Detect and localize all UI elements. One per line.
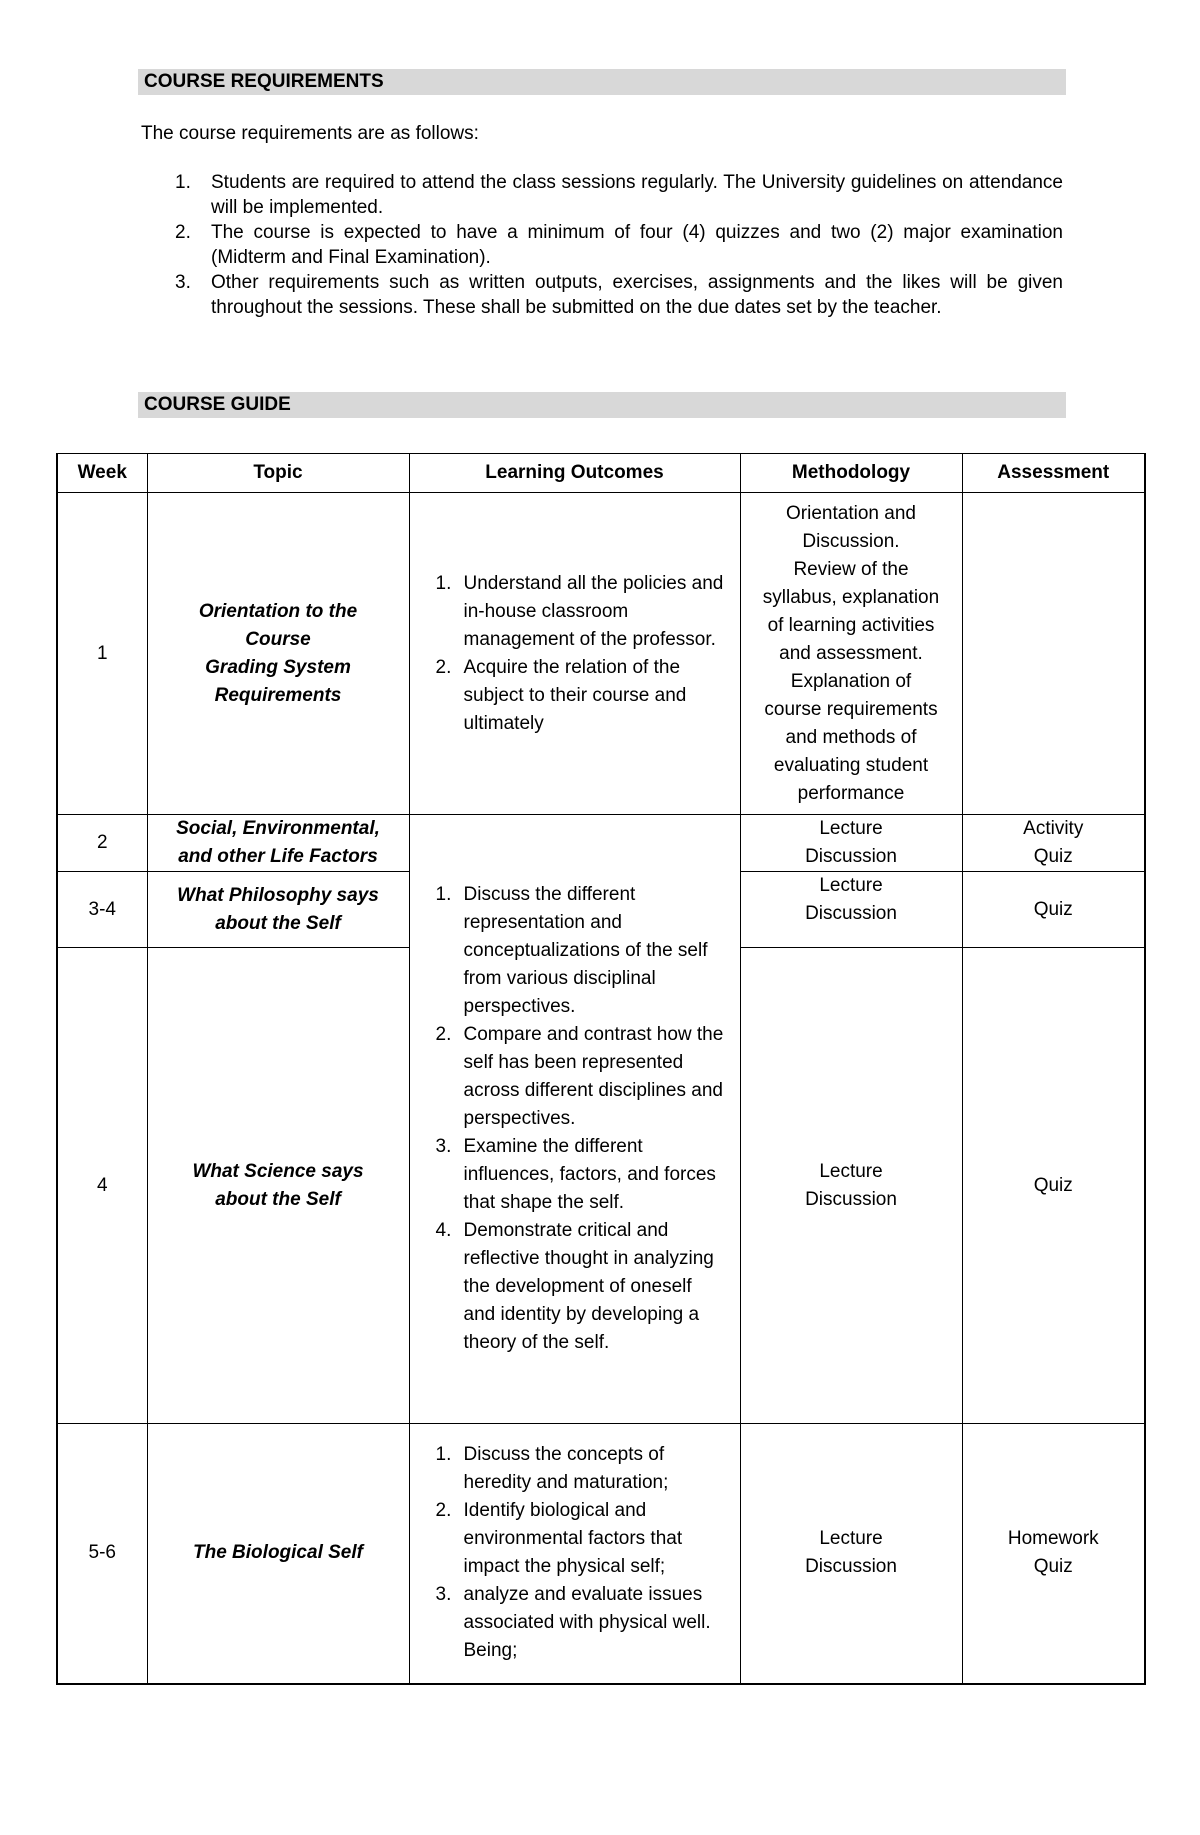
requirements-intro: The course requirements are as follows: — [141, 123, 479, 144]
methodology-line: of learning activities — [767, 614, 935, 636]
requirements-list — [141, 170, 1063, 320]
outcomes-cell — [409, 815, 740, 1424]
assessment-line: Quiz — [1033, 1174, 1073, 1196]
outcome-item — [436, 1021, 728, 1133]
topic-cell — [147, 493, 409, 815]
methodology-line: Lecture — [819, 1160, 883, 1182]
assessment-cell — [962, 493, 1145, 815]
methodology-line: Lecture — [819, 1528, 883, 1550]
methodology-line: and methods of — [785, 726, 917, 748]
outcome-text: Identify biological and environmental factors that impact the physical self; — [463, 1500, 683, 1578]
topic-line: Grading System — [205, 656, 351, 678]
topic-cell — [147, 815, 409, 872]
outcome-text: Demonstrate critical and reflective thought in analyzing the development of oneself and identity by developing a theory of the self. — [463, 1220, 714, 1353]
outcomes-list — [436, 881, 728, 1357]
table-row — [57, 493, 1145, 815]
methodology-cell — [740, 1424, 962, 1684]
course-guide-heading: COURSE GUIDE — [138, 392, 1066, 418]
methodology-line: Discussion — [805, 846, 897, 867]
methodology-line: Explanation of — [790, 670, 912, 692]
methodology-cell — [740, 948, 962, 1424]
outcome-text: analyze and evaluate issues associated with physical well. Being; — [463, 1584, 711, 1662]
header-topic: Topic — [147, 454, 409, 493]
requirement-text: The course is expected to have a minimum of four (4) quizzes and two (2) major examination (Midterm and Final Examination). — [211, 222, 1063, 268]
outcome-number: 4. — [435, 1220, 452, 1241]
assessment-line: Homework — [1007, 1528, 1099, 1550]
requirement-item — [141, 170, 1063, 220]
requirement-text: Other requirements such as written outputs, exercises, assignments and the likes will be given throughout the sessions. These shall be submitted on the due dates set by the teacher. — [211, 272, 1063, 318]
requirement-text: Students are required to attend the class sessions regularly. The University guidelines on attendance will be implemented. — [211, 172, 1063, 218]
outcome-text: Examine the different influences, factors, and forces that shape the self. — [463, 1136, 716, 1213]
week-cell: 1 — [57, 493, 147, 815]
week-cell: 5-6 — [57, 1424, 147, 1684]
outcome-number: 1. — [435, 884, 452, 905]
outcome-text: Acquire the relation of the subject to their course and ultimately — [463, 656, 687, 734]
topic-line: What Philosophy says — [177, 884, 379, 906]
methodology-line: Discussion — [805, 1556, 897, 1578]
methodology-line: performance — [797, 782, 905, 804]
outcomes-list — [436, 570, 728, 738]
outcome-number: 1. — [435, 572, 452, 594]
course-requirements-heading: COURSE REQUIREMENTS — [138, 69, 1066, 95]
methodology-line: and assessment. — [779, 642, 923, 664]
outcomes-list — [436, 1441, 728, 1665]
outcome-text: Discuss the different representation and conceptualizations of the self from various disciplinal perspectives. — [463, 884, 708, 1017]
methodology-line: syllabus, explanation — [762, 586, 940, 608]
topic-line: about the Self — [215, 912, 341, 934]
topic-line: What Science says — [192, 1160, 364, 1182]
assessment-line: Quiz — [1033, 1556, 1073, 1578]
methodology-cell — [740, 493, 962, 815]
outcome-item — [436, 1133, 728, 1217]
outcome-item — [436, 654, 728, 738]
outcome-number: 2. — [435, 1024, 452, 1045]
topic-line: Course — [245, 628, 311, 650]
requirement-item — [141, 220, 1063, 270]
outcome-item — [436, 1217, 728, 1357]
methodology-line: Lecture — [819, 818, 883, 839]
methodology-line: Discussion — [805, 1188, 897, 1210]
topic-line: and other Life Factors — [178, 846, 378, 867]
assessment-cell — [962, 1424, 1145, 1684]
outcome-number: 3. — [435, 1584, 452, 1606]
table-header-row — [57, 454, 1145, 493]
methodology-line: Discussion. — [802, 530, 900, 552]
methodology-line: course requirements — [764, 698, 938, 720]
requirement-number: 3. — [175, 272, 191, 293]
outcome-item — [436, 881, 728, 1021]
outcomes-cell — [409, 1424, 740, 1684]
outcome-item — [436, 1441, 728, 1497]
assessment-line: Quiz — [1033, 846, 1073, 867]
methodology-cell — [740, 815, 962, 872]
header-outcomes: Learning Outcomes — [409, 454, 740, 493]
topic-line: Requirements — [214, 684, 342, 706]
header-methodology: Methodology — [740, 454, 962, 493]
outcome-text: Discuss the concepts of heredity and maturation; — [463, 1444, 669, 1494]
course-guide-table — [56, 453, 1146, 1685]
assessment-cell — [962, 872, 1145, 948]
outcome-number: 1. — [435, 1444, 452, 1466]
topic-line: Social, Environmental, — [176, 818, 380, 839]
outcome-number: 3. — [435, 1136, 452, 1157]
outcome-item — [436, 1581, 728, 1665]
methodology-cell — [740, 872, 962, 948]
outcome-text: Understand all the policies and in-house classroom management of the professor. — [463, 572, 724, 650]
week-cell: 4 — [57, 948, 147, 1424]
header-week: Week — [57, 454, 147, 493]
methodology-line: Orientation and — [786, 502, 916, 524]
outcome-item — [436, 1497, 728, 1581]
outcome-text: Compare and contrast how the self has been represented across different disciplines and perspectives. — [463, 1024, 724, 1129]
outcome-number: 2. — [435, 1500, 452, 1522]
outcome-number: 2. — [435, 656, 452, 678]
outcomes-cell — [409, 493, 740, 815]
methodology-line: Discussion — [805, 903, 897, 924]
methodology-line: evaluating student — [773, 754, 929, 776]
topic-cell — [147, 948, 409, 1424]
requirement-number: 2. — [175, 222, 191, 243]
methodology-line: Lecture — [819, 875, 883, 896]
week-cell: 2 — [57, 815, 147, 872]
assessment-line: Activity — [1023, 818, 1084, 839]
topic-line: Orientation to the — [198, 600, 358, 622]
requirement-item — [141, 270, 1063, 320]
assessment-line: Quiz — [1033, 898, 1073, 920]
topic-line: about the Self — [215, 1188, 341, 1210]
assessment-cell — [962, 948, 1145, 1424]
table-row — [57, 815, 1145, 872]
outcome-item — [436, 570, 728, 654]
assessment-cell — [962, 815, 1145, 872]
header-assessment: Assessment — [962, 454, 1145, 493]
topic-cell — [147, 1424, 409, 1684]
requirement-number: 1. — [175, 172, 191, 193]
methodology-line: Review of the — [793, 558, 909, 580]
topic-cell — [147, 872, 409, 948]
table-row — [57, 1424, 1145, 1684]
week-cell: 3-4 — [57, 872, 147, 948]
topic-line: The Biological Self — [193, 1542, 363, 1564]
